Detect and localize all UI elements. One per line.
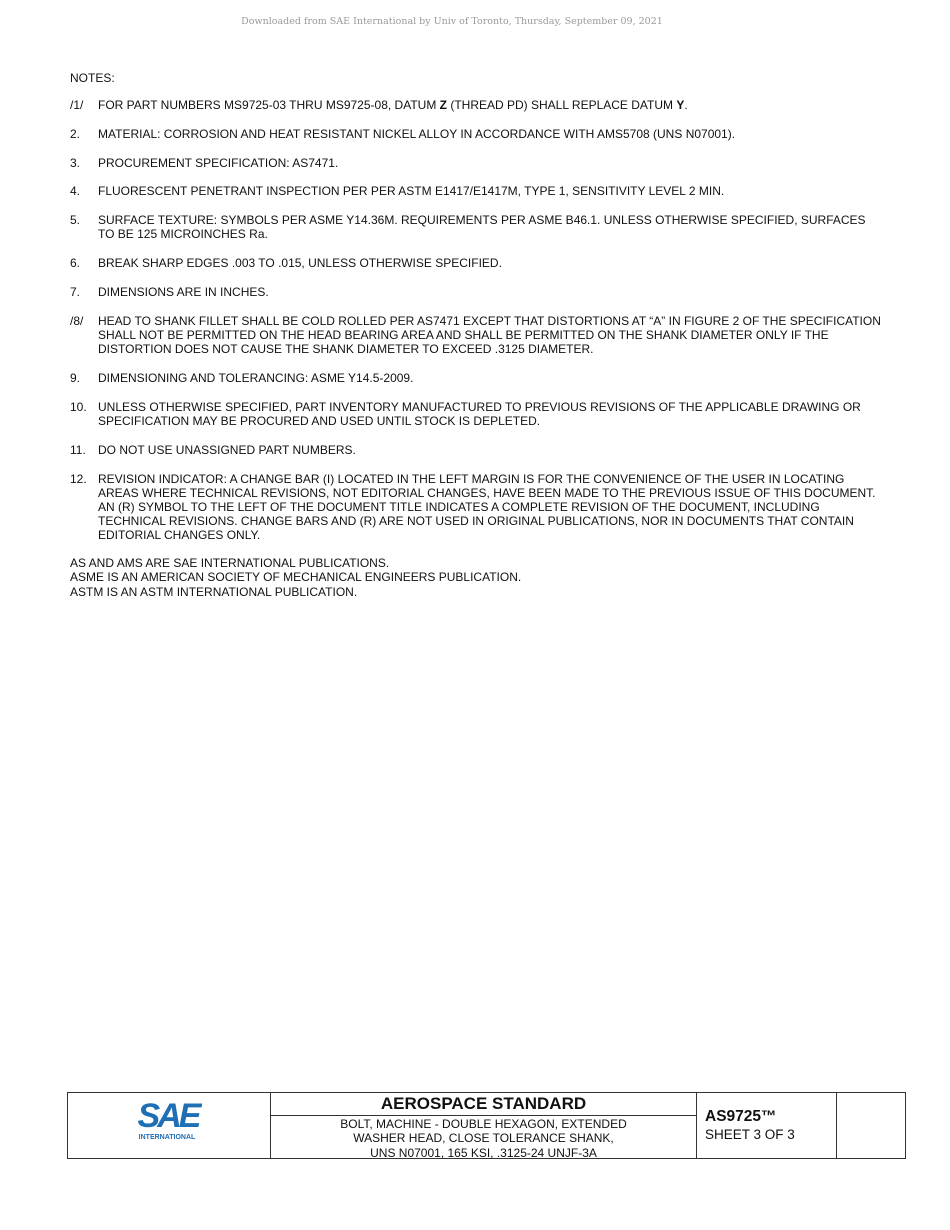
logo-subtext: INTERNATIONAL [138,1134,196,1141]
note-item [70,184,882,198]
note-item [70,443,882,457]
description-line: UNS N07001, 165 KSI, .3125-24 UNJF-3A [370,1145,597,1160]
note-text: DIMENSIONING AND TOLERANCING: ASME Y14.5-2009. [98,370,414,385]
note-text: HEAD TO SHANK FILLET SHALL BE COLD ROLLED PER AS7471 EXCEPT THAT DISTORTIONS AT “A” IN FIGURE 2 OF THE SPECIFICATION SHALL NOT BE PERMITTED ON THE HEAD BEARING AREA AND SHALL BE PERMITTED ON THE SHANK DIAMETER ONLY IF THE DISTORTION DOES NOT CAUSE THE SHANK DIAMETER TO EXCEED .3125 DIAMETER. [98,313,881,357]
document-number-cell [697,1093,837,1158]
download-watermark: Downloaded from SAE International by Univ of Toronto, Thursday, September 09, 2021 [241,16,663,27]
document-description [271,1116,696,1160]
note-number: /8/ [70,313,84,328]
note-text: MATERIAL: CORROSION AND HEAT RESISTANT NICKEL ALLOY IN ACCORDANCE WITH AMS5708 (UNS N07001). [98,126,736,141]
note-number: 12. [70,471,87,486]
publication-line: ASTM IS AN ASTM INTERNATIONAL PUBLICATION. [70,584,358,599]
note-item [70,213,882,241]
document-type-heading: AEROSPACE STANDARD [271,1093,696,1116]
note-text: FLUORESCENT PENETRANT INSPECTION PER PER ASTM E1417/E1417M, TYPE 1, SENSITIVITY LEVEL 2 MIN. [98,184,725,199]
publication-line: AS AND AMS ARE SAE INTERNATIONAL PUBLICATIONS. [70,556,390,570]
note-text: FOR PART NUMBERS MS9725-03 THRU MS9725-08, DATUM Z (THREAD PD) SHALL REPLACE DATUM Y. [98,98,688,112]
logo-wordmark: SAE [137,1098,199,1135]
notes-list [70,98,882,557]
note-text: BREAK SHARP EDGES .003 TO .015, UNLESS OTHERWISE SPECIFIED. [98,256,502,271]
sheet-number: SHEET 3 OF 3 [705,1127,795,1142]
note-item [70,371,882,385]
blank-cell [837,1093,905,1158]
note-number: 2. [70,126,81,141]
publication-line: ASME IS AN AMERICAN SOCIETY OF MECHANICAL ENGINEERS PUBLICATION. [70,570,522,585]
description-line: WASHER HEAD, CLOSE TOLERANCE SHANK, [353,1131,614,1146]
document-number: AS9725™ [705,1108,777,1125]
note-item [70,156,882,170]
note-item [70,98,882,112]
note-number: 11. [70,442,86,457]
note-number: /1/ [70,98,84,112]
publications-list [70,556,521,599]
note-item [70,314,882,357]
note-text: DIMENSIONS ARE IN INCHES. [98,284,269,299]
notes-title: NOTES: [70,71,115,85]
note-item [70,472,882,543]
note-text: PROCUREMENT SPECIFICATION: AS7471. [98,155,339,170]
sae-logo-icon [134,1098,204,1146]
note-number: 5. [70,213,81,228]
note-text: UNLESS OTHERWISE SPECIFIED, PART INVENTORY MANUFACTURED TO PREVIOUS REVISIONS OF THE APPLICABLE DRAWING OR SPECIFICATION MAY BE PROCURED AND USED UNTIL STOCK IS DEPLETED. [98,399,861,428]
document-title-cell [271,1093,697,1158]
note-number: 7. [70,284,81,299]
note-item [70,256,882,270]
note-item [70,400,882,428]
note-text: DO NOT USE UNASSIGNED PART NUMBERS. [98,442,356,457]
note-number: 9. [70,370,81,385]
description-line: BOLT, MACHINE - DOUBLE HEXAGON, EXTENDED [340,1117,627,1131]
note-number: 6. [70,256,81,271]
note-number: 4. [70,184,81,199]
sae-logo [68,1093,271,1158]
note-number: 10. [70,399,87,414]
note-text: REVISION INDICATOR: A CHANGE BAR (I) LOCATED IN THE LEFT MARGIN IS FOR THE CONVENIENCE OF THE USER IN LOCATING AREAS WHERE TECHNICAL REVISIONS, NOT EDITORIAL CHANGES, HAVE BEEN MADE TO THE PREVIOUS ISSUE OF THIS DOCUMENT. AN (R) SYMBOL TO THE LEFT OF THE DOCUMENT TITLE INDICATES A COMPLETE REVISION OF THE DOCUMENT, INCLUDING TECHNICAL REVISIONS. CHANGE BARS AND (R) ARE NOT USED IN ORIGINAL PUBLICATIONS, NOR IN DOCUMENTS THAT CONTAIN EDITORIAL CHANGES ONLY. [98,471,876,543]
note-item [70,285,882,299]
title-block [67,1092,906,1159]
note-item [70,127,882,141]
note-number: 3. [70,155,81,170]
note-text: SURFACE TEXTURE: SYMBOLS PER ASME Y14.36M. REQUIREMENTS PER ASME B46.1. UNLESS OTHERWISE SPECIFIED, SURFACES TO BE 125 MICROINCHES Ra. [98,213,866,242]
